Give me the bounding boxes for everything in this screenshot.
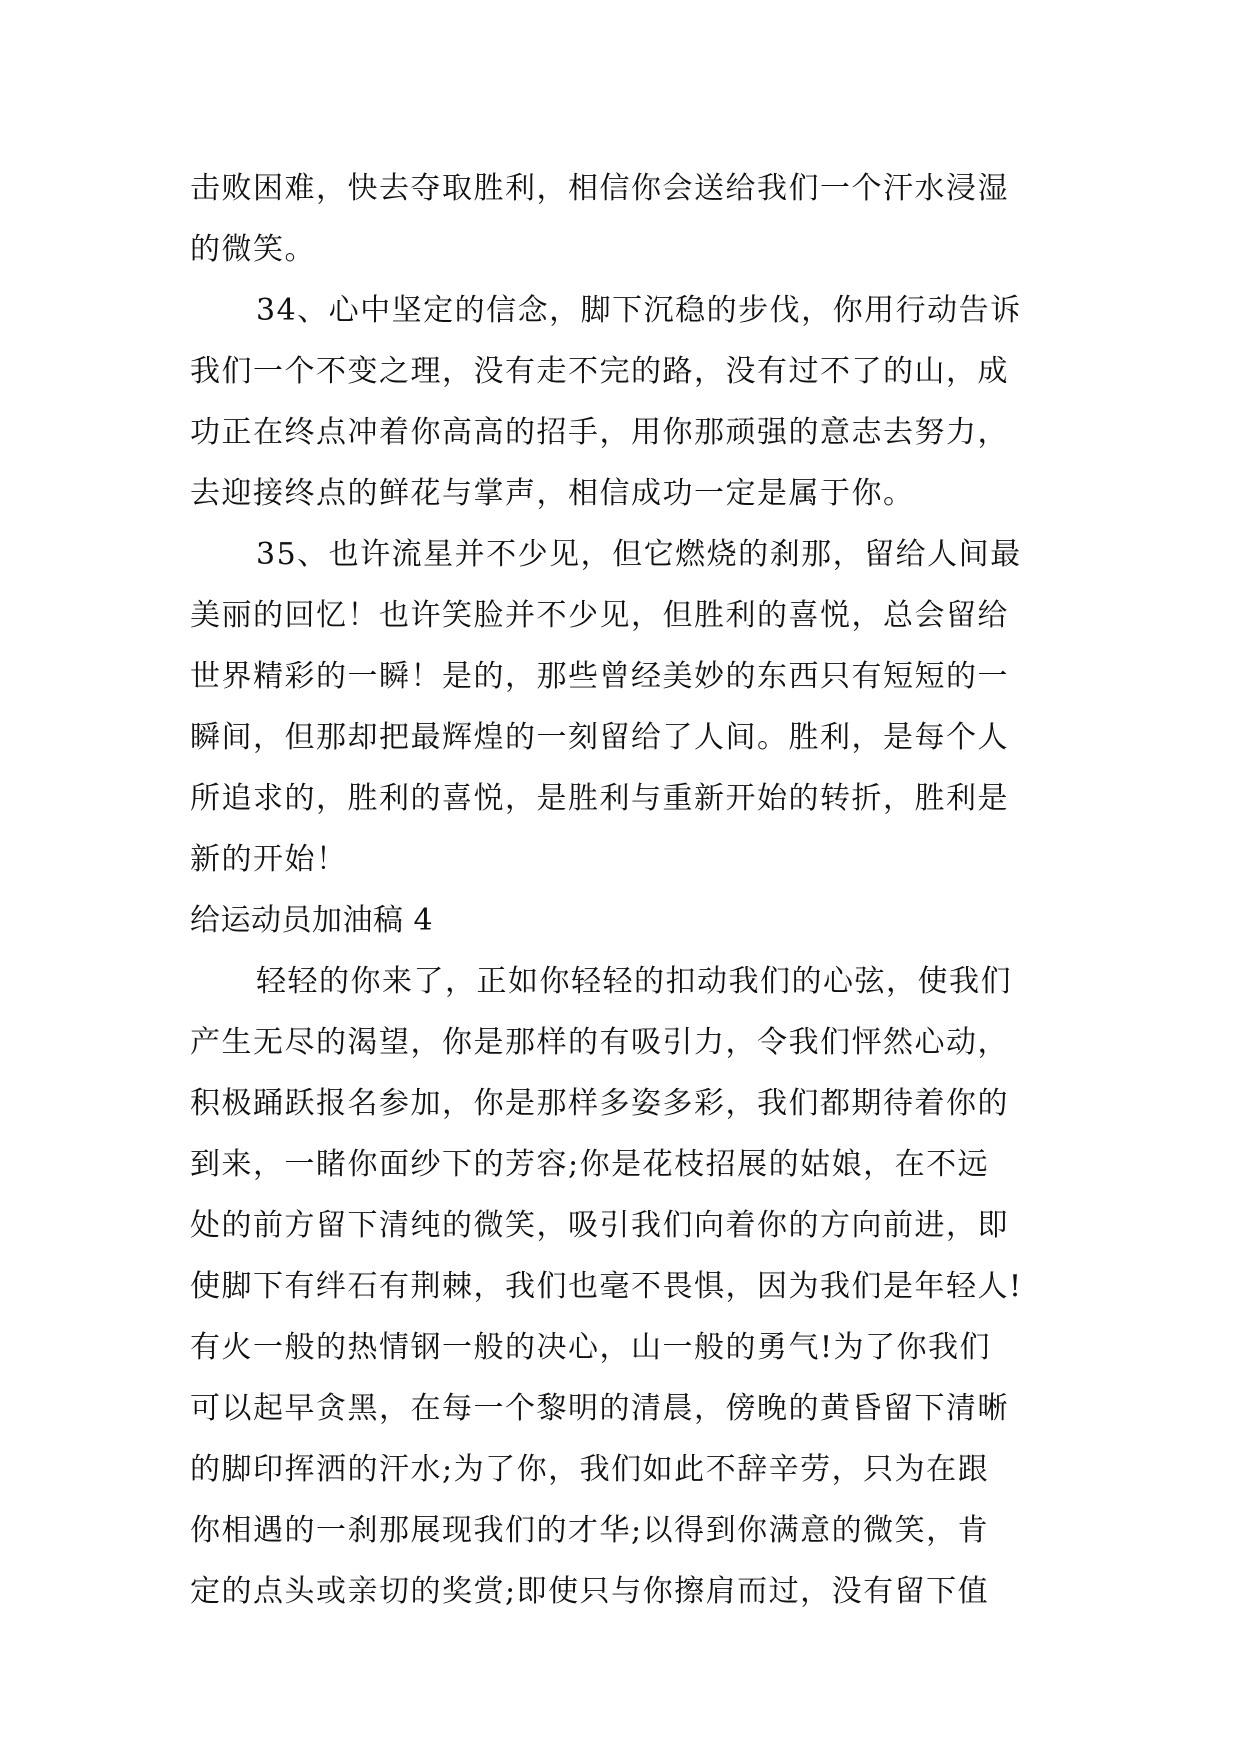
document-body xyxy=(190,158,1060,1622)
text-line: 功正在终点冲着你高高的招手，用你那顽强的意志去努力， xyxy=(190,415,1009,450)
text-line: 新的开始！ xyxy=(190,842,348,877)
paragraph-start-34: 34、心中坚定的信念，脚下沉稳的步伐，你用行动告诉 xyxy=(256,293,1022,328)
paragraph-start-35: 35、也许流星并不少见，但它燃烧的刹那，留给人间最 xyxy=(256,537,1022,572)
text-line: 可以起早贪黑，在每一个黎明的清晨，傍晚的黄昏留下清晰 xyxy=(190,1391,1009,1426)
text-line: 所追求的，胜利的喜悦，是胜利与重新开始的转折，胜利是 xyxy=(190,781,1009,816)
text-line: 的微笑。 xyxy=(190,232,316,267)
text-line: 我们一个不变之理，没有走不完的路，没有过不了的山，成 xyxy=(190,354,1009,389)
text-line: 处的前方留下清纯的微笑，吸引我们向着你的方向前进，即 xyxy=(190,1208,1009,1243)
text-line: 瞬间，但那却把最辉煌的一刻留给了人间。胜利，是每个人 xyxy=(190,720,1009,755)
text-line: 美丽的回忆！也许笑脸并不少见，但胜利的喜悦，总会留给 xyxy=(190,598,1009,633)
text-line: 使脚下有绊石有荆棘，我们也毫不畏惧，因为我们是年轻人! xyxy=(190,1269,1023,1304)
text-line: 产生无尽的渴望，你是那样的有吸引力，令我们怦然心动， xyxy=(190,1025,1009,1060)
paragraph-start: 轻轻的你来了，正如你轻轻的扣动我们的心弦，使我们 xyxy=(256,964,1012,999)
text-line: 世界精彩的一瞬！是的，那些曾经美妙的东西只有短短的一 xyxy=(190,659,1009,694)
text-line: 积极踊跃报名参加，你是那样多姿多彩，我们都期待着你的 xyxy=(190,1086,1009,1121)
text-line: 的脚印挥洒的汗水;为了你，我们如此不辞辛劳，只为在跟 xyxy=(190,1452,990,1487)
text-line: 定的点头或亲切的奖赏;即使只与你擦肩而过，没有留下值 xyxy=(190,1574,990,1609)
section-heading: 给运动员加油稿 4 xyxy=(190,903,434,938)
text-line: 你相遇的一刹那展现我们的才华;以得到你满意的微笑，肯 xyxy=(190,1513,990,1548)
text-line: 去迎接终点的鲜花与掌声，相信成功一定是属于你。 xyxy=(190,476,915,511)
text-line: 到来，一睹你面纱下的芳容;你是花枝招展的姑娘，在不远 xyxy=(190,1147,990,1182)
text-line: 有火一般的热情钢一般的决心，山一般的勇气!为了你我们 xyxy=(190,1330,992,1365)
text-line: 击败困难，快去夺取胜利，相信你会送给我们一个汗水浸湿 xyxy=(190,171,1009,206)
